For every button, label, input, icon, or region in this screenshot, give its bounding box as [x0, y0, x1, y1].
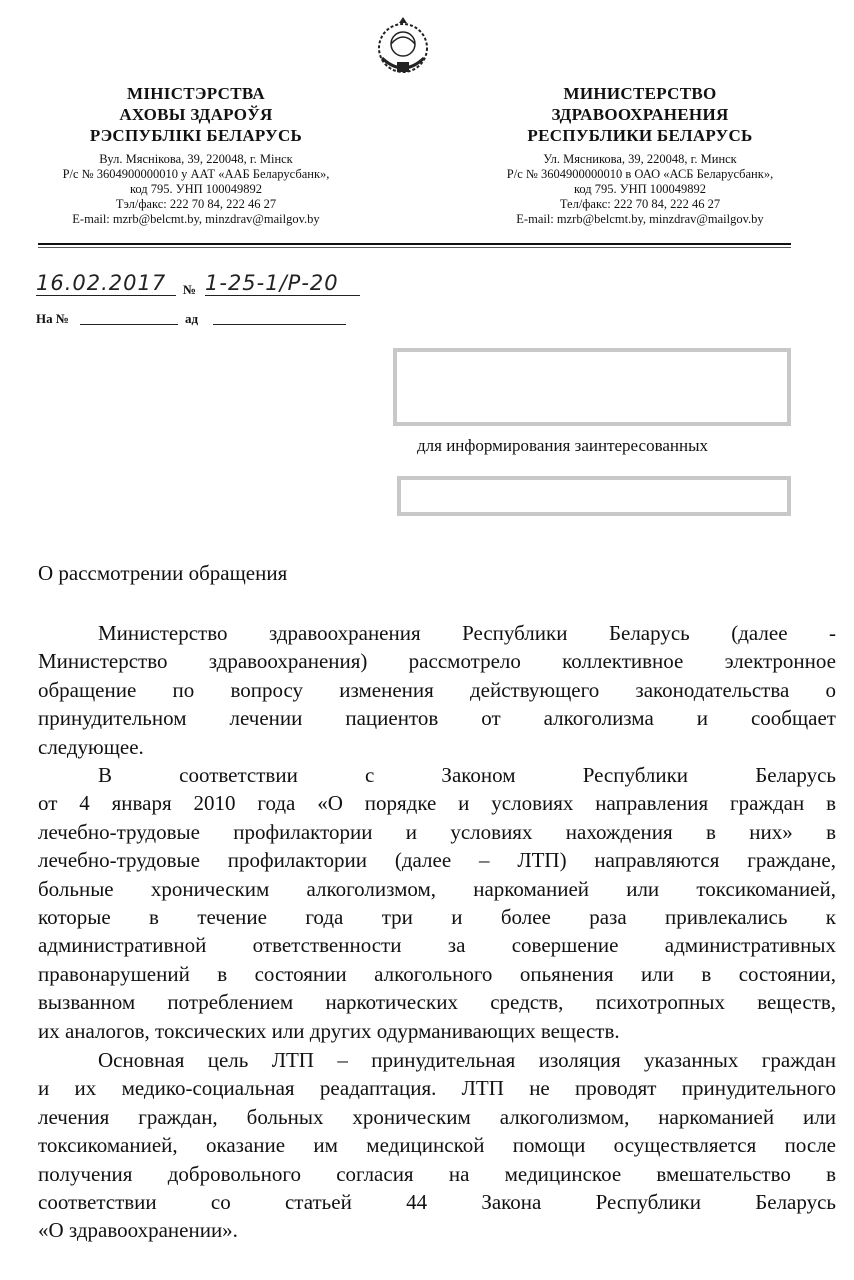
from-blank: [213, 324, 346, 325]
title-line: АХОВЫ ЗДАРОЎЯ: [119, 105, 273, 124]
email: E-mail: mzrb@belcmt.by, minzdrav@mailgov.by: [72, 212, 320, 226]
paragraph-line: токсикоманией, оказание им медицинской помощи осуществляется после: [38, 1133, 836, 1158]
paragraph-line: В соответствии с Законом Республики Беларусь: [98, 763, 836, 787]
subject: О рассмотрении обращения: [38, 561, 288, 585]
on-number-blank: [80, 324, 178, 325]
header-right: [470, 83, 810, 227]
header-divider: [38, 243, 791, 245]
number-sign: №: [183, 282, 197, 297]
paragraph-line: вызванном потреблением наркотических средств, психотропных веществ,: [38, 990, 836, 1015]
paragraph-line: их аналогов, токсических или других одурманивающих веществ.: [38, 1018, 620, 1043]
phone-fax: Тел/факс: 222 70 84, 222 46 27: [559, 197, 721, 211]
paragraph-line: Основная цель ЛТП – принудительная изоляция указанных граждан: [98, 1048, 836, 1072]
paragraph-line: лечебно-трудовые профилактории (далее – ЛТП) направляются граждане,: [38, 848, 836, 873]
title-line: РЭСПУБЛІКІ БЕЛАРУСЬ: [89, 126, 303, 145]
from-label: ад: [185, 311, 199, 326]
redacted-addressee: [393, 348, 791, 426]
paragraph-line: от 4 января 2010 года «О порядке и условиях направления граждан в: [38, 791, 836, 816]
paragraph-line: лечения граждан, больных хроническим алкоголизмом, наркоманией или: [38, 1104, 836, 1129]
header-left: [38, 83, 354, 227]
paragraph-line: «О здравоохранении».: [38, 1218, 238, 1243]
ministry-details-ru: [470, 152, 810, 227]
paragraph-line: принудительном лечении пациентов от алкоголизма и сообщает: [38, 706, 836, 731]
bank-account: Р/с № 3604900000010 в ОАО «АСБ Беларусбанк»,: [506, 167, 774, 181]
letter-number: 1-25-1/Р-20: [205, 271, 360, 296]
state-emblem-icon: [372, 14, 434, 78]
paragraph-line: следующее.: [38, 734, 144, 759]
address: Ул. Мясникова, 39, 220048, г. Минск: [543, 152, 737, 166]
bank-code: код 795. УНП 100049892: [573, 182, 707, 196]
paragraph-line: административной ответственности за совершение административных: [38, 933, 836, 958]
title-line: РЕСПУБЛИКИ БЕЛАРУСЬ: [527, 126, 753, 145]
paragraph-line: получения добровольного согласия на медицинское вмешательство в: [38, 1161, 836, 1186]
paragraph-line: Министерство здравоохранения) рассмотрело коллективное электронное: [38, 649, 836, 674]
ministry-title-be: [38, 83, 354, 146]
redacted-addressee-2: [397, 476, 791, 516]
title-line: ЗДРАВООХРАНЕНИЯ: [551, 105, 729, 124]
paragraph-line: соответствии со статьей 44 Закона Республики Беларусь: [38, 1190, 836, 1214]
addressee-note: для информирования заинтересованных: [417, 436, 709, 455]
paragraph-line: правонарушений в состоянии алкогольного опьянения или в состоянии,: [38, 961, 836, 986]
title-line: МІНІСТЭРСТВА: [127, 84, 265, 103]
ministry-details-be: [38, 152, 354, 227]
address: Вул. Мяснікова, 39, 220048, г. Мінск: [99, 152, 293, 166]
paragraph-line: обращение по вопросу изменения действующего законодательства о: [38, 677, 836, 702]
paragraph-line: которые в течение года три и более раза привлекались к: [38, 905, 836, 929]
letter-date: 16.02.2017: [36, 271, 176, 296]
on-number-label: На №: [36, 311, 69, 326]
ministry-title-ru: [470, 83, 810, 146]
bank-code: код 795. УНП 100049892: [129, 182, 263, 196]
paragraph-line: Министерство здравоохранения Республики Беларусь (далее -: [98, 621, 836, 645]
title-line: МИНИСТЕРСТВО: [563, 84, 717, 103]
header-divider-thin: [38, 247, 791, 248]
paragraph-line: больные хроническим алкоголизмом, наркоманией или токсикоманией,: [38, 876, 836, 901]
phone-fax: Тэл/факс: 222 70 84, 222 46 27: [115, 197, 277, 211]
bank-account: Р/с № 3604900000010 у ААТ «ААБ Беларусбанк»,: [62, 167, 330, 181]
paragraph-line: лечебно-трудовые профилактории и условиях нахождения в них» в: [38, 819, 836, 844]
email: E-mail: mzrb@belcmt.by, minzdrav@mailgov.by: [516, 212, 764, 226]
paragraph-line: и их медико-социальная реадаптация. ЛТП не проводят принудительного: [38, 1076, 836, 1101]
